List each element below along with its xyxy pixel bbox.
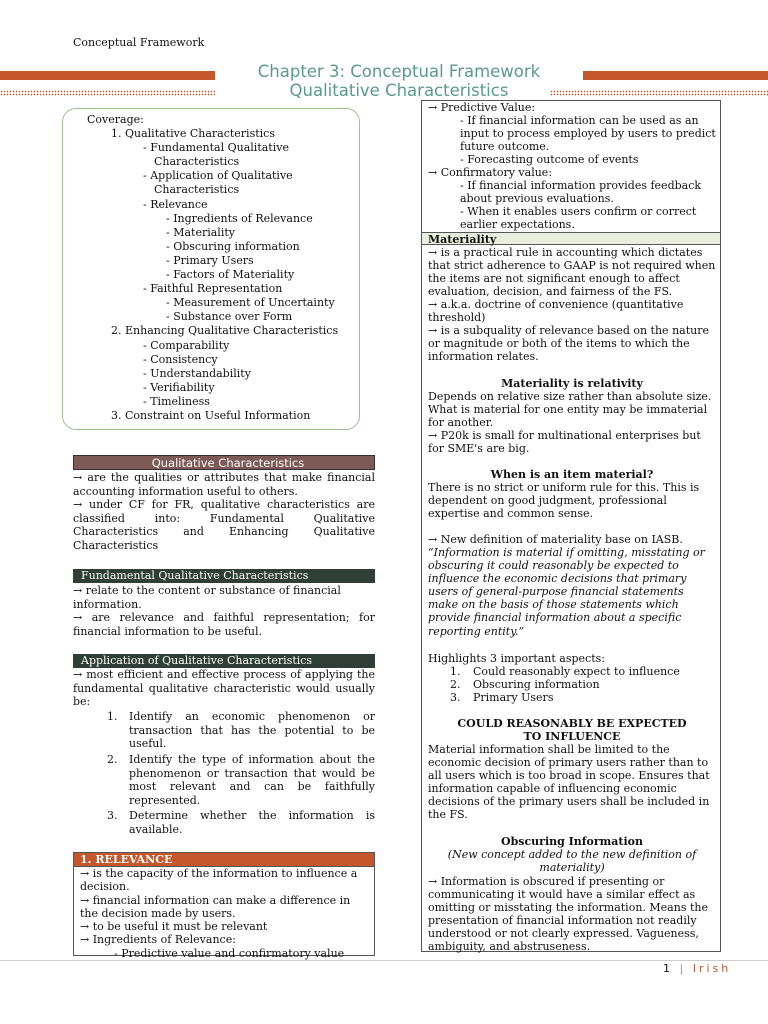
coverage-line: - Obscuring information — [166, 239, 300, 253]
footer-rule — [0, 960, 768, 961]
coverage-line: - Primary Users — [166, 253, 254, 267]
confirmatory-value-point: - When it enables users confirm or correct earlier expectations. — [460, 205, 697, 232]
relevance-line: - Predictive value and confirmatory value — [114, 946, 345, 960]
coverage-line: - Application of Qualitative — [143, 169, 293, 183]
running-header: Conceptual Framework — [73, 36, 205, 49]
highlight-number: 1. — [450, 665, 461, 678]
coverage-line: - Fundamental Qualitative — [143, 141, 289, 155]
relevance-line: → is the capacity of the information to influence a decision. — [80, 867, 358, 894]
obscuring-text: → Information is obscured if presenting or communicating it would have a similar effect as omitting or misstating the information. Means the presentation of financial information not readily understood or not clearly expressed. Vagueness, ambiguity, and abstruseness. — [428, 875, 708, 954]
aqc-paragraph: → most efficient and effective process of applying the fundamental qualitative characteristic would usually be: — [73, 668, 375, 709]
section-heading-qc: Qualitative Characteristics — [73, 455, 375, 470]
coverage-line: - Consistency — [143, 352, 218, 366]
aqc-number: 3. — [107, 809, 118, 822]
coverage-line: Characteristics — [154, 183, 240, 197]
aqc-step: Determine whether the information is available. — [129, 809, 375, 836]
fqc-paragraph-1: → relate to the content or substance of financial information. — [73, 584, 341, 611]
chapter-title: Chapter 3: Conceptual Framework — [257, 62, 541, 81]
footer-author: Irish — [692, 962, 732, 975]
predictive-value-point: - Forecasting outcome of events — [460, 153, 639, 166]
coverage-line: 2. Enhancing Qualitative Characteristics — [111, 324, 339, 338]
predictive-value-title: → Predictive Value: — [428, 101, 536, 114]
coverage-line: - Verifiability — [143, 380, 215, 394]
relativity-example: → P20k is small for multinational enterprises but for SME's are big. — [428, 429, 701, 456]
page-footer — [663, 962, 731, 975]
relativity-heading: Materiality is relativity — [501, 377, 643, 390]
relevance-heading: 1. RELEVANCE — [74, 853, 374, 867]
coverage-line: 3. Constraint on Useful Information — [111, 408, 311, 422]
obscuring-heading: Obscuring Information — [500, 835, 644, 848]
predictive-value-point: - If financial information can be used as an input to process employed by users to predict future outcome. — [460, 114, 716, 154]
relevance-line: → to be useful it must be relevant — [80, 920, 268, 934]
relevance-box — [73, 852, 375, 960]
aqc-step: Identify an economic phenomenon or transaction that has the potential to be useful. — [129, 710, 375, 751]
highlight-number: 3. — [450, 691, 461, 704]
coverage-line: - Comparability — [143, 338, 230, 352]
coverage-line: - Faithful Representation — [143, 282, 283, 296]
coverage-line: - Factors of Materiality — [166, 268, 295, 282]
could-reasonably-heading: COULD REASONABLY BE EXPECTED TO INFLUENCE — [457, 717, 687, 744]
aqc-step: Identify the type of information about the phenomenon or transaction that would be most relevant and can be faithfully represented. — [129, 753, 375, 807]
coverage-line: - Relevance — [143, 197, 208, 211]
section-heading-fqc: Fundamental Qualitative Characteristics — [73, 569, 375, 583]
relevance-line: → Ingredients of Relevance: — [80, 933, 236, 947]
aqc-number: 2. — [107, 753, 118, 766]
highlight-item: Primary Users — [473, 691, 554, 704]
highlight-number: 2. — [450, 678, 461, 691]
highlights-title: Highlights 3 important aspects: — [428, 652, 605, 665]
materiality-point: → is a subquality of relevance based on the nature or magnitude or both of the items to which the information relates. — [428, 324, 709, 364]
coverage-line: - Timeliness — [143, 394, 210, 408]
fqc-paragraph-2: → are relevance and faithful representation; for financial information to be useful. — [73, 611, 375, 638]
coverage-line: - Measurement of Uncertainty — [166, 296, 335, 310]
right-column-box — [421, 100, 721, 952]
coverage-line: - Substance over Form — [166, 310, 293, 324]
could-reasonably-text: Material information shall be limited to the economic decision of primary users rather than to all users which is too broad in scope. Ensures that information capable of influencing economic decisions of the primary users shall be included in the FS. — [428, 743, 710, 822]
confirmatory-value-title: → Confirmatory value: — [428, 166, 553, 179]
section-heading-aqc: Application of Qualitative Characteristics — [73, 654, 375, 668]
aqc-number: 1. — [107, 710, 118, 723]
highlight-item: Obscuring information — [473, 678, 600, 691]
confirmatory-value-point: - If financial information provides feedback about previous evaluations. — [460, 179, 702, 206]
coverage-line: 1. Qualitative Characteristics — [111, 127, 275, 141]
chapter-subtitle: Qualitative Characteristics — [289, 81, 509, 100]
highlight-item: Could reasonably expect to influence — [473, 665, 680, 678]
materiality-heading: Materiality — [422, 232, 720, 245]
coverage-line: Characteristics — [154, 155, 240, 169]
page-number: 1 — [663, 962, 673, 975]
coverage-line: - Materiality — [166, 225, 235, 239]
relevance-line: → financial information can make a difference in the decision made by users. — [80, 893, 351, 920]
new-definition-quote: “Information is material if omitting, misstating or obscuring it could reasonably be expected to influence the economic decisions that primary users of general-purpose financial statements make on the basis of those statements which provide financial information about a specific reporting entity.” — [428, 546, 705, 638]
coverage-box — [62, 108, 360, 430]
qc-paragraph-2: → under CF for FR, qualitative characteristics are classified into: Fundamental Qualitative Characteristics and Enhancing Qualitative Characteristics — [73, 498, 375, 552]
when-material-heading: When is an item material? — [490, 468, 654, 481]
coverage-line: - Ingredients of Relevance — [166, 211, 313, 225]
relativity-text: Depends on relative size rather than absolute size. What is material for one entity may be immaterial for another. — [428, 390, 712, 430]
materiality-point: → is a practical rule in accounting which dictates that strict adherence to GAAP is not required when the items are not significant enough to affect evaluation, decision, and fairness of the FS. — [428, 246, 716, 299]
coverage-line: Coverage: — [87, 113, 144, 126]
obscuring-subtitle: (New concept added to the new definition of materiality) — [447, 848, 697, 875]
coverage-line: - Understandability — [143, 366, 251, 380]
new-definition-intro: → New definition of materiality base on IASB. — [428, 533, 683, 546]
materiality-point: → a.k.a. doctrine of convenience (quantitative threshold) — [428, 298, 684, 325]
footer-separator: | — [679, 962, 687, 975]
when-material-text: There is no strict or uniform rule for this. This is dependent on good judgment, professional expertise and common sense. — [428, 481, 700, 521]
qc-paragraph-1: → are the qualities or attributes that make financial accounting information useful to others. — [73, 471, 375, 498]
